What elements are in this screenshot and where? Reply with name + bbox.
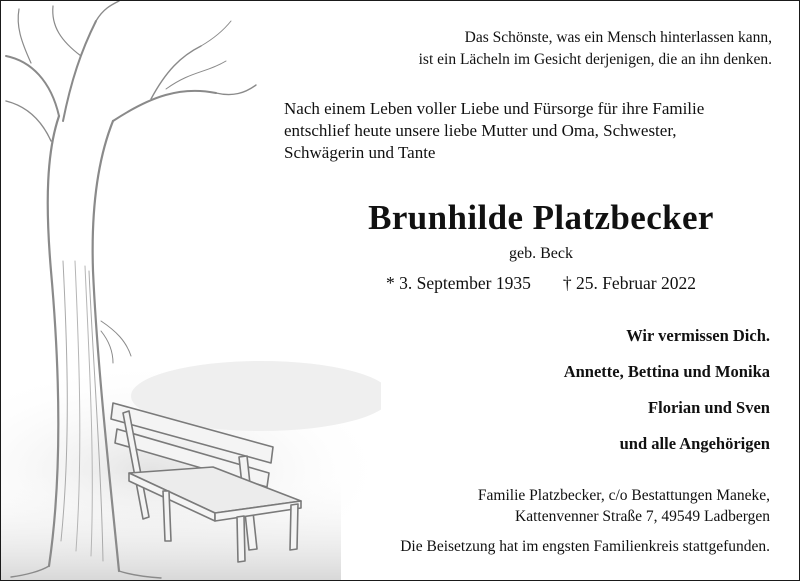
birth-date: * 3. September 1935 (385, 273, 531, 293)
announcement-line-2: entschlief heute unsere liebe Mutter und Oma, Schwester, (284, 121, 677, 140)
death-date: † 25. Februar 2022 (562, 273, 697, 293)
mourners-list (390, 326, 770, 470)
memorial-quote (292, 27, 772, 71)
announcement-text (284, 98, 784, 164)
announcement-line-1: Nach einem Leben voller Liebe und Fürsorge für ihre Familie (284, 99, 705, 118)
mourner-line: Wir vermissen Dich. (626, 326, 770, 345)
address-line-1: Familie Platzbecker, c/o Bestattungen Maneke, (477, 487, 770, 504)
life-dates (301, 273, 781, 294)
deceased-name: Brunhilde Platzbecker (368, 198, 714, 237)
address-line-2: Kattenvenner Straße 7, 49549 Ladbergen (515, 508, 770, 525)
mourner-line: Annette, Bettina und Monika (563, 362, 770, 381)
contact-address (350, 485, 770, 527)
quote-line-2: ist ein Lächeln im Gesicht derjenigen, die an ihn denken. (418, 51, 772, 68)
mourner-line: Florian und Sven (648, 398, 770, 417)
quote-line-1: Das Schönste, was ein Mensch hinterlassen kann, (464, 29, 772, 46)
birth-name: geb. Beck (509, 245, 573, 262)
announcement-line-3: Schwägerin und Tante (284, 143, 436, 162)
mourner-line: und alle Angehörigen (619, 434, 770, 453)
burial-note: Die Beisetzung hat im engsten Familienkreis stattgefunden. (400, 538, 770, 555)
